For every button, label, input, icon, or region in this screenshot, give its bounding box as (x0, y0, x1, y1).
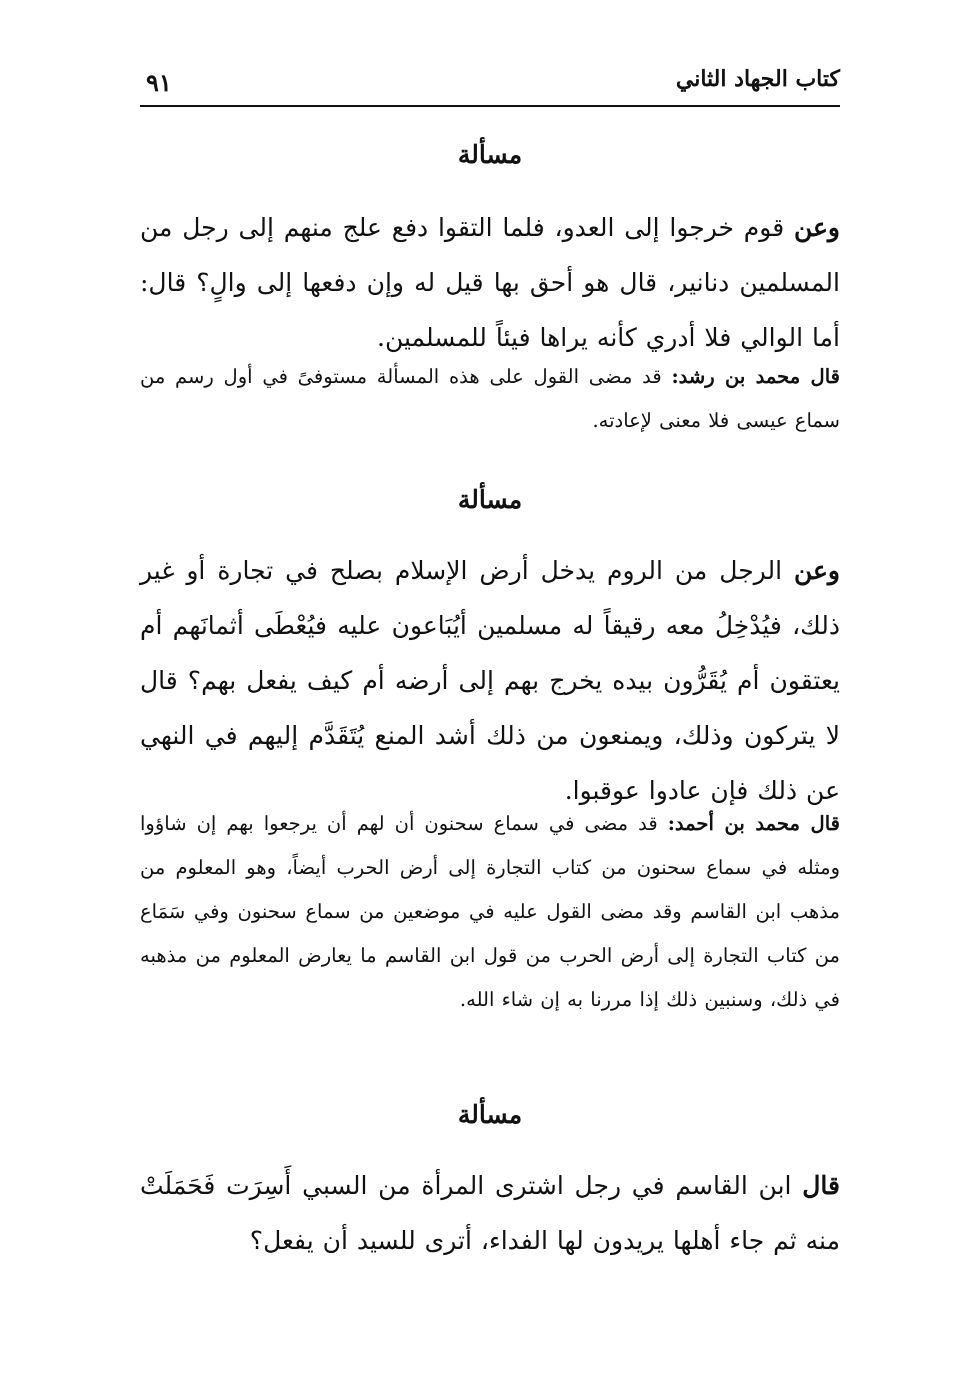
commentary-lead: قال محمد بن أحمد: (667, 812, 840, 835)
question-paragraph (140, 543, 840, 818)
question-paragraph (140, 200, 840, 365)
question-lead: وعن (793, 556, 840, 585)
commentary-lead: قال محمد بن رشد: (671, 365, 840, 388)
commentary-text: قد مضى القول على هذه المسألة مستوفىً في أول رسم من سماع عيسى فلا معنى لإعادته. (140, 365, 840, 432)
question-lead: وعن (793, 213, 840, 242)
running-title: كتاب الجهاد الثاني (675, 66, 840, 92)
section-heading: مسألة (457, 485, 523, 514)
page-number: ٩١ (146, 68, 172, 97)
header-rule (140, 105, 840, 107)
question-text: قوم خرجوا إلى العدو، فلما التقوا دفع علج منهم إلى رجل من المسلمين دنانير، قال هو أحق بها قيل له وإن دفعها إلى والٍ؟ قال: أما الوالي فلا أدري كأنه يراها فيئاً للمسلمين. (140, 213, 840, 352)
section-heading: مسألة (457, 1100, 523, 1129)
section-heading: مسألة (457, 140, 523, 169)
page-header (140, 62, 840, 102)
question-text: ابن القاسم في رجل اشترى المرأة من السبي أَسِرَت فَحَمَلَتْ منه ثم جاء أهلها يريدون لها الفداء، أترى للسيد أن يفعل؟ (140, 1171, 840, 1255)
question-lead: قال (802, 1171, 840, 1200)
question-paragraph (140, 1158, 840, 1268)
question-text: الرجل من الروم يدخل أرض الإسلام بصلح في تجارة أو غير ذلك، فيُدْخِلُ معه رقيقاً له مسلمين أيُبَاعون عليه فيُعْطَى أثمانَهم أم يعتقون أم يُقَرُّون بيده يخرج بهم إلى أرضه أم كيف يفعل بهم؟ قال لا يتركون وذلك، ويمنعون من ذلك أشد المنع يُتَقَدَّم إليهم في النهي عن ذلك فإن عادوا عوقبوا. (140, 556, 840, 805)
commentary-text: قد مضى في سماع سحنون أن لهم أن يرجعوا بهم إن شاؤوا ومثله في سماع سحنون من كتاب التجارة إلى أرض الحرب أيضاً، وهو المعلوم من مذهب ابن القاسم وقد مضى القول عليه في موضعين من سماع سحنون وفي سَمَاع من كتاب التجارة إلى أرض الحرب من قول ابن القاسم ما يعارض المعلوم من مذهبه في ذلك، وسنبين ذلك إذا مررنا به إن شاء الله. (140, 812, 840, 1011)
commentary-paragraph (140, 802, 840, 1022)
commentary-paragraph (140, 355, 840, 443)
